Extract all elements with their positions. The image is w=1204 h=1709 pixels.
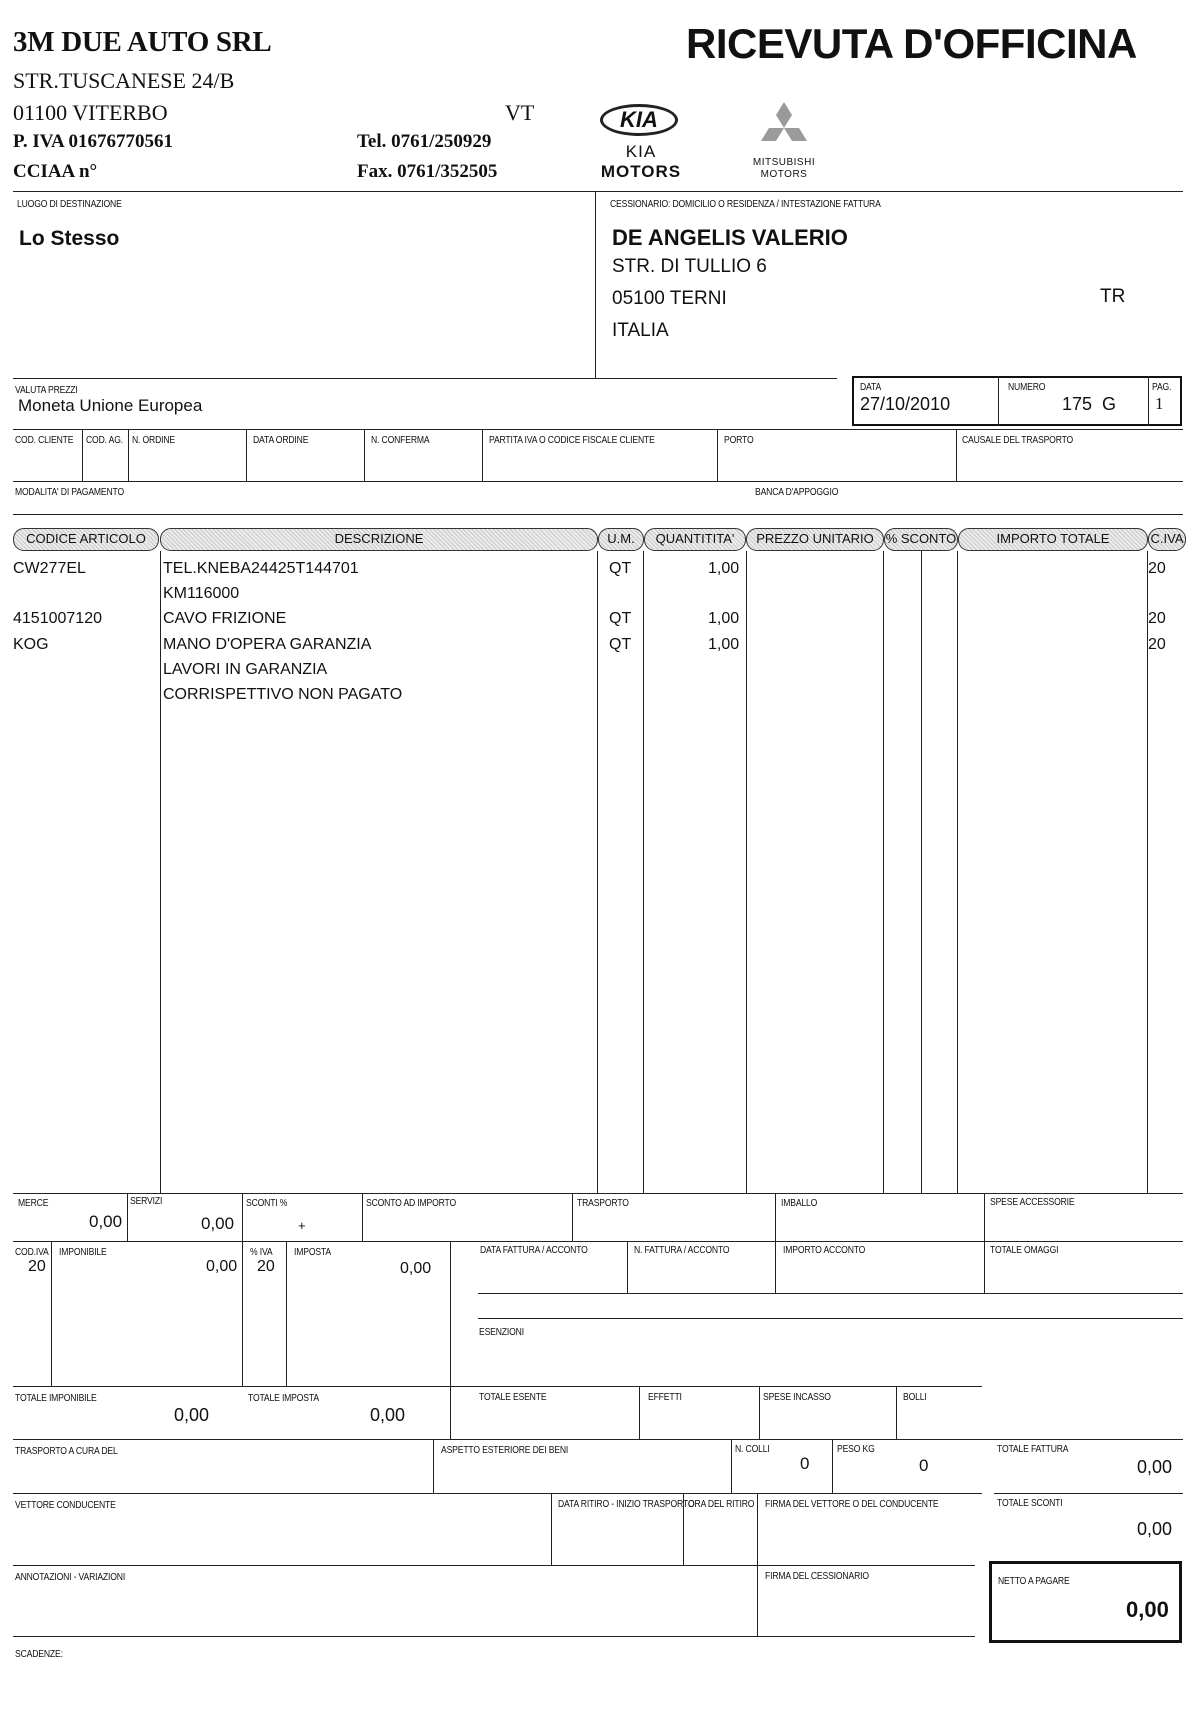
cod-ag-label: COD. AG. (86, 434, 123, 446)
destination-label: LUOGO DI DESTINAZIONE (17, 198, 122, 210)
piva-value: 20 (257, 1258, 275, 1275)
date-value: 27/10/2010 (860, 394, 951, 414)
row-desc: CAVO FRIZIONE (163, 610, 287, 627)
ora-ritiro-label: ORA DEL RITIRO (688, 1498, 755, 1510)
sconti-plus: + (298, 1218, 306, 1233)
servizi-label: SERVIZI (130, 1195, 163, 1207)
row-iva: 20 (1148, 636, 1166, 653)
company-tel: Tel. 0761/250929 (357, 131, 492, 152)
scadenze-label: SCADENZE: (15, 1648, 63, 1660)
mitsubishi-logo (746, 102, 822, 182)
data-fattura-label: DATA FATTURA / ACCONTO (480, 1244, 588, 1256)
tot-imposta-label: TOTALE IMPOSTA (248, 1392, 319, 1404)
partita-iva-label: PARTITA IVA O CODICE FISCALE CLIENTE (489, 434, 655, 446)
page-value: 1 (1155, 394, 1164, 413)
servizi-value: 0,00 (201, 1214, 235, 1233)
row-qty: 1,00 (708, 560, 740, 577)
kia-motors-text: MOTORS (600, 162, 682, 181)
customer-city: 05100 TERNI (612, 288, 727, 309)
codiva-label: COD.IVA (15, 1246, 49, 1258)
col-header-um: U.M. (598, 528, 644, 551)
company-street: STR.TUSCANESE 24/B (13, 68, 235, 93)
cod-cliente-label: COD. CLIENTE (15, 434, 74, 446)
tot-imponibile-label: TOTALE IMPONIBILE (15, 1392, 97, 1404)
customer-name: DE ANGELIS VALERIO (612, 225, 848, 250)
row-code: KOG (13, 636, 49, 653)
col-header-importo: IMPORTO TOTALE (958, 528, 1148, 551)
mitsubishi-text-2: MOTORS (760, 169, 808, 180)
number-value: 175 G (1062, 394, 1117, 414)
company-vat: P. IVA 01676770561 (13, 131, 173, 152)
n-conferma-label: N. CONFERMA (371, 434, 430, 446)
row-code: CW277EL (13, 560, 86, 577)
row-um: QT (609, 636, 632, 653)
n-ordine-label: N. ORDINE (132, 434, 176, 446)
row-iva: 20 (1148, 560, 1166, 577)
imposta-value: 0,00 (400, 1260, 432, 1277)
piva-label: % IVA (250, 1246, 273, 1258)
customer-province: TR (1100, 286, 1126, 307)
company-cciaa: CCIAA n° (13, 161, 98, 182)
data-ritiro-label: DATA RITIRO - INIZIO TRASPORTO (558, 1498, 695, 1510)
row-desc: MANO D'OPERA GARANZIA (163, 636, 372, 653)
totale-esente-label: TOTALE ESENTE (479, 1391, 547, 1403)
n-colli-label: N. COLLI (735, 1443, 770, 1455)
vettore-label: VETTORE CONDUCENTE (15, 1499, 116, 1511)
row-um: QT (609, 610, 632, 627)
currency-label: VALUTA PREZZI (15, 384, 78, 396)
causale-label: CAUSALE DEL TRASPORTO (962, 434, 1074, 446)
customer-label: CESSIONARIO: DOMICILIO O RESIDENZA / INTESTAZIONE FATTURA (610, 198, 881, 210)
sconti-label: SCONTI % (246, 1197, 288, 1209)
row-qty: 1,00 (708, 636, 740, 653)
n-fattura-label: N. FATTURA / ACCONTO (634, 1244, 730, 1256)
tot-imponibile-value: 0,00 (174, 1405, 210, 1425)
row-desc: LAVORI IN GARANZIA (163, 661, 328, 678)
data-ordine-label: DATA ORDINE (253, 434, 309, 446)
destination-value: Lo Stesso (19, 227, 120, 250)
imponibile-value: 0,00 (206, 1258, 238, 1275)
row-code: 4151007120 (13, 610, 102, 627)
page-label: PAG. (1152, 381, 1172, 393)
col-header-civa: C.IVA (1148, 528, 1186, 551)
modalita-label: MODALITA' DI PAGAMENTO (15, 486, 125, 498)
col-header-descrizione: DESCRIZIONE (160, 528, 598, 551)
company-fax: Fax. 0761/352505 (357, 161, 498, 182)
sconto-importo-label: SCONTO AD IMPORTO (366, 1197, 457, 1209)
firma-vettore-label: FIRMA DEL VETTORE O DEL CONDUCENTE (765, 1498, 939, 1510)
company-city: 01100 VITERBO (13, 100, 168, 125)
trasporto-label: TRASPORTO (577, 1197, 629, 1209)
row-iva: 20 (1148, 610, 1166, 627)
mitsubishi-diamonds-icon (746, 102, 822, 154)
porto-label: PORTO (724, 434, 754, 446)
kia-logo (598, 104, 684, 184)
row-desc: KM116000 (163, 585, 240, 602)
col-header-sconto: % SCONTO (884, 528, 958, 551)
peso-value: 0 (919, 1456, 929, 1475)
netto-label: NETTO A PAGARE (998, 1575, 1070, 1587)
col-header-quantita: QUANTITITA' (644, 528, 746, 551)
totale-sconti-label: TOTALE SCONTI (997, 1497, 1063, 1509)
aspetto-label: ASPETTO ESTERIORE DEI BENI (441, 1444, 569, 1456)
spese-incasso-label: SPESE INCASSO (763, 1391, 831, 1403)
bolli-label: BOLLI (903, 1391, 927, 1403)
totale-sconti-value: 0,00 (1137, 1519, 1173, 1539)
firma-cessionario-label: FIRMA DEL CESSIONARIO (765, 1570, 869, 1582)
kia-oval-logo: KIA (600, 104, 678, 136)
netto-value: 0,00 (1126, 1597, 1169, 1622)
totale-fattura-value: 0,00 (1137, 1457, 1173, 1477)
trasporto-cura-label: TRASPORTO A CURA DEL (15, 1445, 118, 1457)
row-qty: 1,00 (708, 610, 740, 627)
imponibile-label: IMPONIBILE (59, 1246, 107, 1258)
esenzioni-label: ESENZIONI (479, 1326, 524, 1338)
totale-omaggi-label: TOTALE OMAGGI (990, 1244, 1059, 1256)
document-title: RICEVUTA D'OFFICINA (686, 20, 1137, 67)
row-um: QT (609, 560, 632, 577)
tot-imposta-value: 0,00 (370, 1405, 406, 1425)
col-header-prezzo: PREZZO UNITARIO (746, 528, 884, 551)
codiva-value: 20 (28, 1258, 46, 1275)
imposta-label: IMPOSTA (294, 1246, 331, 1258)
merce-value: 0,00 (89, 1212, 123, 1231)
row-desc: CORRISPETTIVO NON PAGATO (163, 686, 403, 703)
mitsubishi-text-1: MITSUBISHI (752, 157, 816, 168)
totale-fattura-label: TOTALE FATTURA (997, 1443, 1069, 1455)
col-header-codice: CODICE ARTICOLO (13, 528, 159, 551)
date-label: DATA (860, 381, 882, 393)
number-label: NUMERO (1008, 381, 1046, 393)
banca-label: BANCA D'APPOGGIO (755, 486, 839, 498)
imballo-label: IMBALLO (781, 1197, 818, 1209)
row-desc: TEL.KNEBA24425T144701 (163, 560, 359, 577)
customer-street: STR. DI TULLIO 6 (612, 256, 767, 277)
customer-country: ITALIA (612, 320, 669, 341)
importo-acconto-label: IMPORTO ACCONTO (783, 1244, 866, 1256)
merce-label: MERCE (18, 1197, 49, 1209)
company-province: VT (505, 100, 535, 125)
currency-value: Moneta Unione Europea (18, 396, 203, 415)
annotazioni-label: ANNOTAZIONI - VARIAZIONI (15, 1571, 126, 1583)
n-colli-value: 0 (800, 1454, 810, 1473)
peso-label: PESO KG (837, 1443, 875, 1455)
kia-text: KIA (625, 142, 657, 161)
company-name: 3M DUE AUTO SRL (13, 26, 272, 58)
spese-accessorie-label: SPESE ACCESSORIE (990, 1196, 1075, 1208)
effetti-label: EFFETTI (648, 1391, 682, 1403)
